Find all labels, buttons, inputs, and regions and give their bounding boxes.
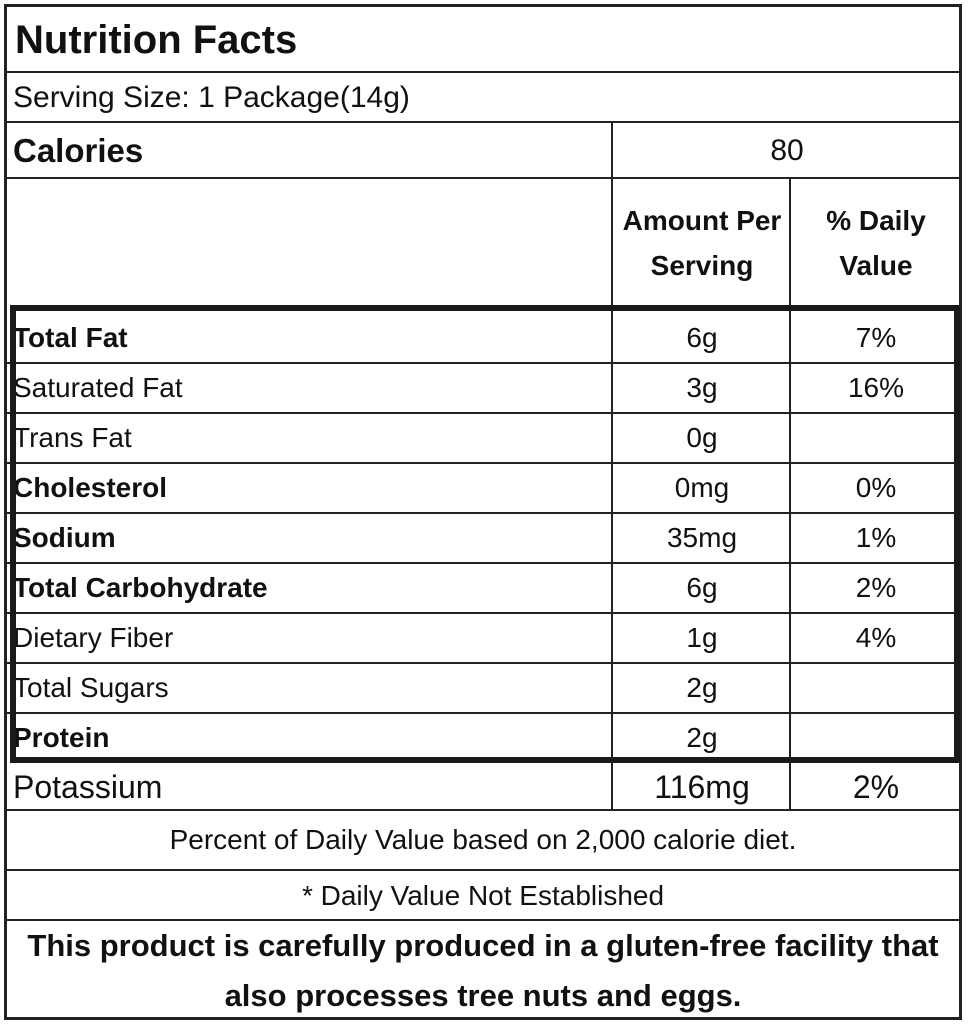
nutrient-amount: 6g — [686, 572, 718, 603]
nutrient-name: Dietary Fiber — [13, 622, 174, 653]
nutrient-name: Cholesterol — [13, 472, 168, 503]
nutrient-daily-value: 7% — [855, 322, 897, 353]
nutrient-daily-value: 2% — [855, 572, 897, 603]
daily-value-basis-note: Percent of Daily Value based on 2,000 calorie diet. — [169, 824, 797, 855]
potassium-daily-value: 2% — [852, 768, 900, 805]
potassium-name: Potassium — [13, 768, 163, 805]
nutrient-name: Total Sugars — [13, 672, 169, 703]
nutrient-amount: 0mg — [674, 472, 730, 503]
nutrient-daily-value — [791, 663, 961, 713]
nutrient-daily-value: 16% — [847, 372, 905, 403]
nutrition-facts-label — [4, 4, 962, 1020]
nutrient-amount: 1g — [686, 622, 718, 653]
nutrient-name: Total Carbohydrate — [13, 572, 268, 603]
amount-per-serving-header: Amount Per Serving — [622, 205, 782, 281]
nutrient-amount: 3g — [686, 372, 718, 403]
nutrient-amount: 2g — [686, 722, 718, 753]
daily-value-header: % Daily Value — [826, 205, 926, 281]
nutrient-name: Protein — [13, 722, 110, 753]
divider — [7, 177, 959, 179]
nutrient-daily-value — [791, 713, 961, 763]
potassium-amount: 116mg — [654, 768, 750, 805]
divider — [7, 71, 959, 73]
nutrient-daily-value — [791, 413, 961, 463]
allergen-disclaimer: This product is carefully produced in a gluten-free facility that also processes tree nuts and eggs. — [27, 928, 939, 1013]
nutrient-amount: 2g — [686, 672, 718, 703]
nutrient-daily-value: 4% — [855, 622, 897, 653]
nutrient-name: Saturated Fat — [13, 372, 183, 403]
nutrient-amount: 6g — [686, 322, 718, 353]
nutrient-name: Sodium — [13, 522, 116, 553]
serving-size: Serving Size: 1 Package(14g) — [13, 81, 410, 114]
calories-label: Calories — [13, 132, 144, 169]
nutrient-daily-value: 0% — [855, 472, 897, 503]
calories-value: 80 — [770, 134, 804, 167]
not-established-note: * Daily Value Not Established — [301, 880, 665, 911]
nutrient-amount: 0g — [686, 422, 718, 453]
nutrient-amount: 35mg — [666, 522, 738, 553]
nutrient-name: Total Fat — [13, 322, 128, 353]
label-title: Nutrition Facts — [15, 17, 298, 62]
nutrient-daily-value: 1% — [855, 522, 897, 553]
nutrient-name: Trans Fat — [13, 422, 132, 453]
